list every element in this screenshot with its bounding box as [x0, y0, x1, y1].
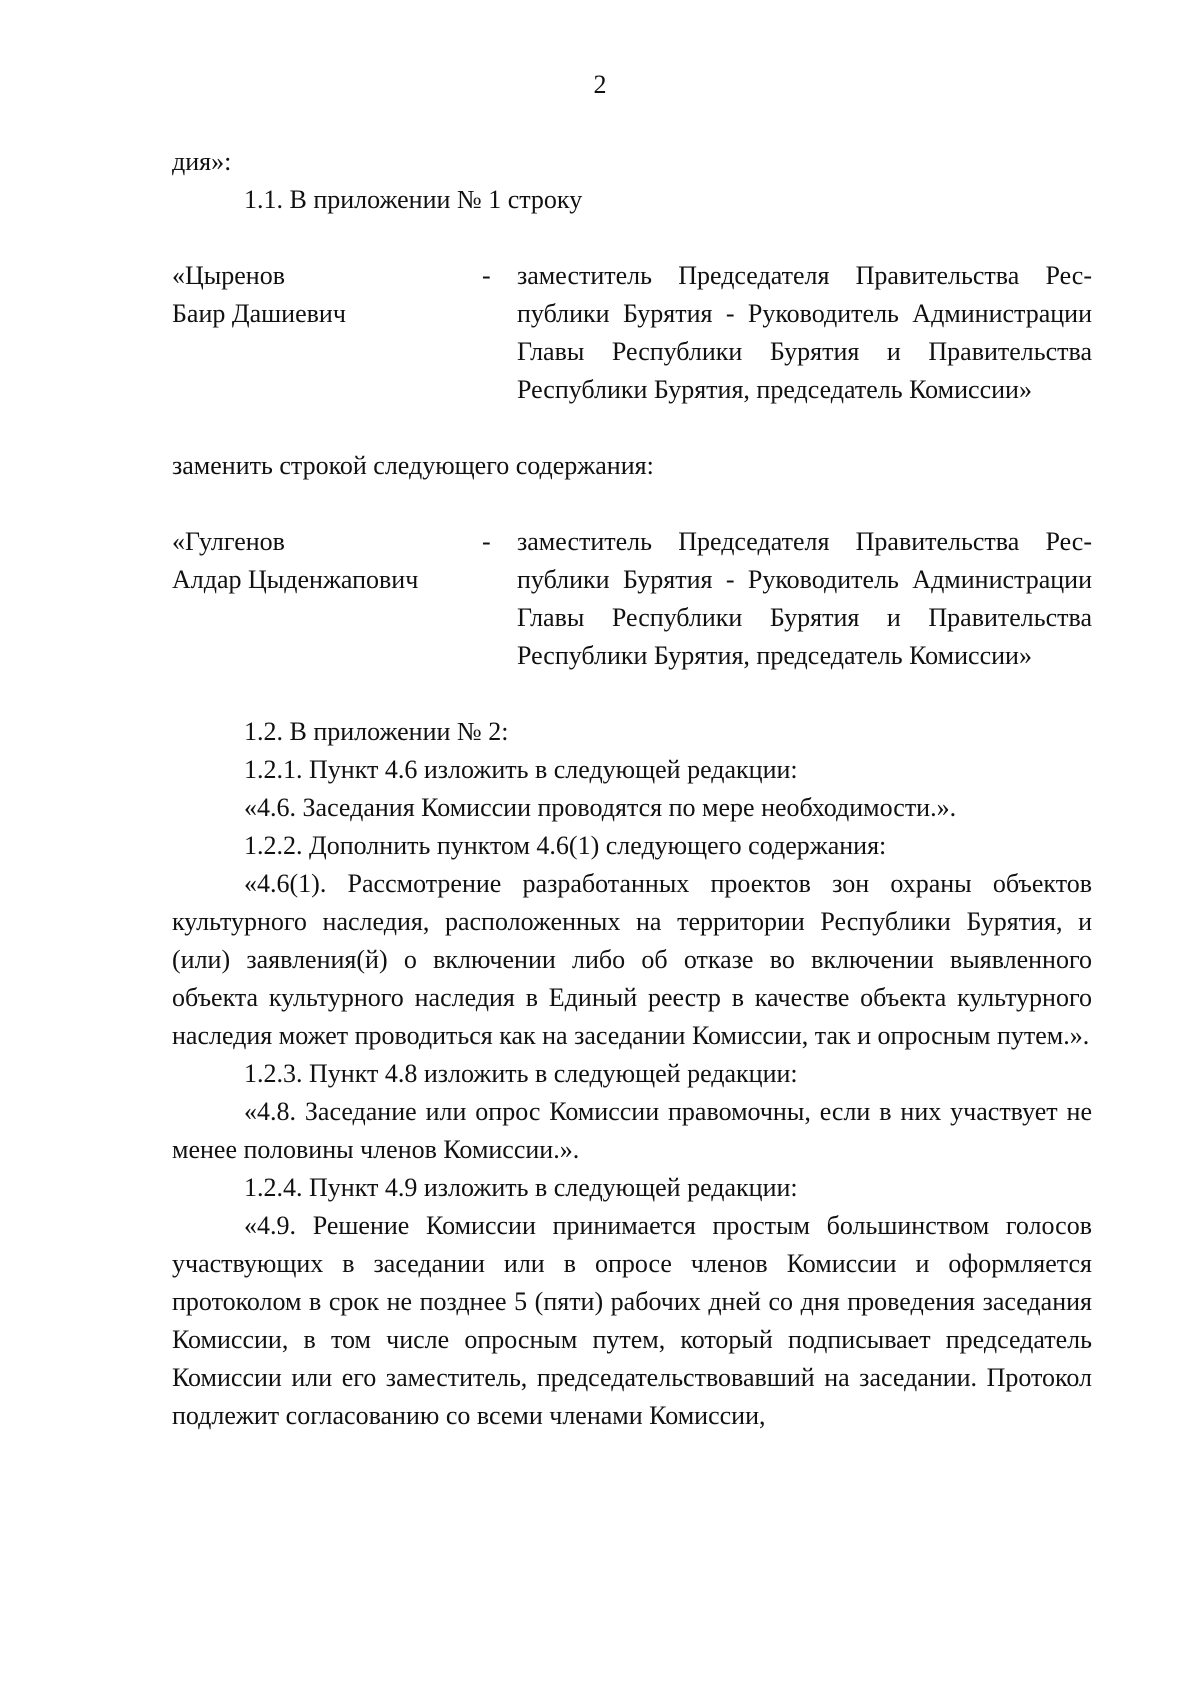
paragraph-1-2-3: 1.2.3. Пункт 4.8 изложить в следующей редакции: — [244, 1059, 798, 1088]
new-member-role: заместитель Председателя Правительства Республики Бурятия - Руководитель Администрации Главы Республики Бурятия и Правительства Республики Бурятия, председатель Комиссии» — [517, 527, 1092, 670]
replace-text: заменить строкой следующего содержания: — [172, 451, 654, 480]
paragraph-1-2-4: 1.2.4. Пункт 4.9 изложить в следующей редакции: — [244, 1173, 798, 1202]
paragraph-4-9: «4.9. Решение Комиссии принимается простым большинством голосов участвующих в заседании или в опросе членов Комиссии и оформляется протоколом в срок не позднее 5 (пяти) рабочих дней со дня проведения заседания Комиссии, в том числе опросным путем, который подписывает председатель Комиссии или его заместитель, председательствовавший на заседании. Протокол подлежит согласованию со всеми членами Комиссии, — [172, 1211, 1092, 1430]
paragraph-4-6-1: «4.6(1). Рассмотрение разработанных проектов зон охраны объектов культурного наследия, расположенных на территории Республики Бурятия, и (или) заявления(й) о включении либо об отказе во включении выявленного объекта культурного наследия в Единый реестр в качестве объекта культурного наследия может проводиться как на заседании Комиссии, так и опросным путем.». — [172, 869, 1092, 1050]
old-member-row — [172, 257, 1092, 409]
old-member-given-name: Баир Дашиевич — [172, 299, 346, 328]
new-member-dash: - — [482, 527, 491, 556]
page-number: 2 — [593, 70, 607, 99]
new-member-name — [172, 523, 482, 675]
new-member-given-name: Алдар Цыденжапович — [172, 565, 419, 594]
paragraph-1-2-2: 1.2.2. Дополнить пунктом 4.6(1) следующего содержания: — [244, 831, 887, 860]
lead-text: дия»: — [172, 147, 232, 176]
old-member-name — [172, 257, 482, 409]
new-member-surname: «Гулгенов — [172, 527, 285, 556]
old-member-dash: - — [482, 261, 491, 290]
paragraph-4-6: «4.6. Заседания Комиссии проводятся по мере необходимости.». — [244, 793, 957, 822]
new-member-row — [172, 523, 1092, 675]
amendments-section — [172, 713, 1092, 1435]
paragraph-1-2-1: 1.2.1. Пункт 4.6 изложить в следующей редакции: — [244, 755, 798, 784]
document-body — [172, 143, 1092, 1435]
old-member-surname: «Цыренов — [172, 261, 285, 290]
paragraph-1-2: 1.2. В приложении № 2: — [244, 717, 509, 746]
paragraph-4-8: «4.8. Заседание или опрос Комиссии правомочны, если в них участвует не менее половины членов Комиссии.». — [172, 1097, 1092, 1164]
paragraph-1-1: 1.1. В приложении № 1 строку — [244, 185, 583, 214]
old-member-role: заместитель Председателя Правительства Республики Бурятия - Руководитель Администрации Главы Республики Бурятия и Правительства Республики Бурятия, председатель Комиссии» — [517, 261, 1092, 404]
